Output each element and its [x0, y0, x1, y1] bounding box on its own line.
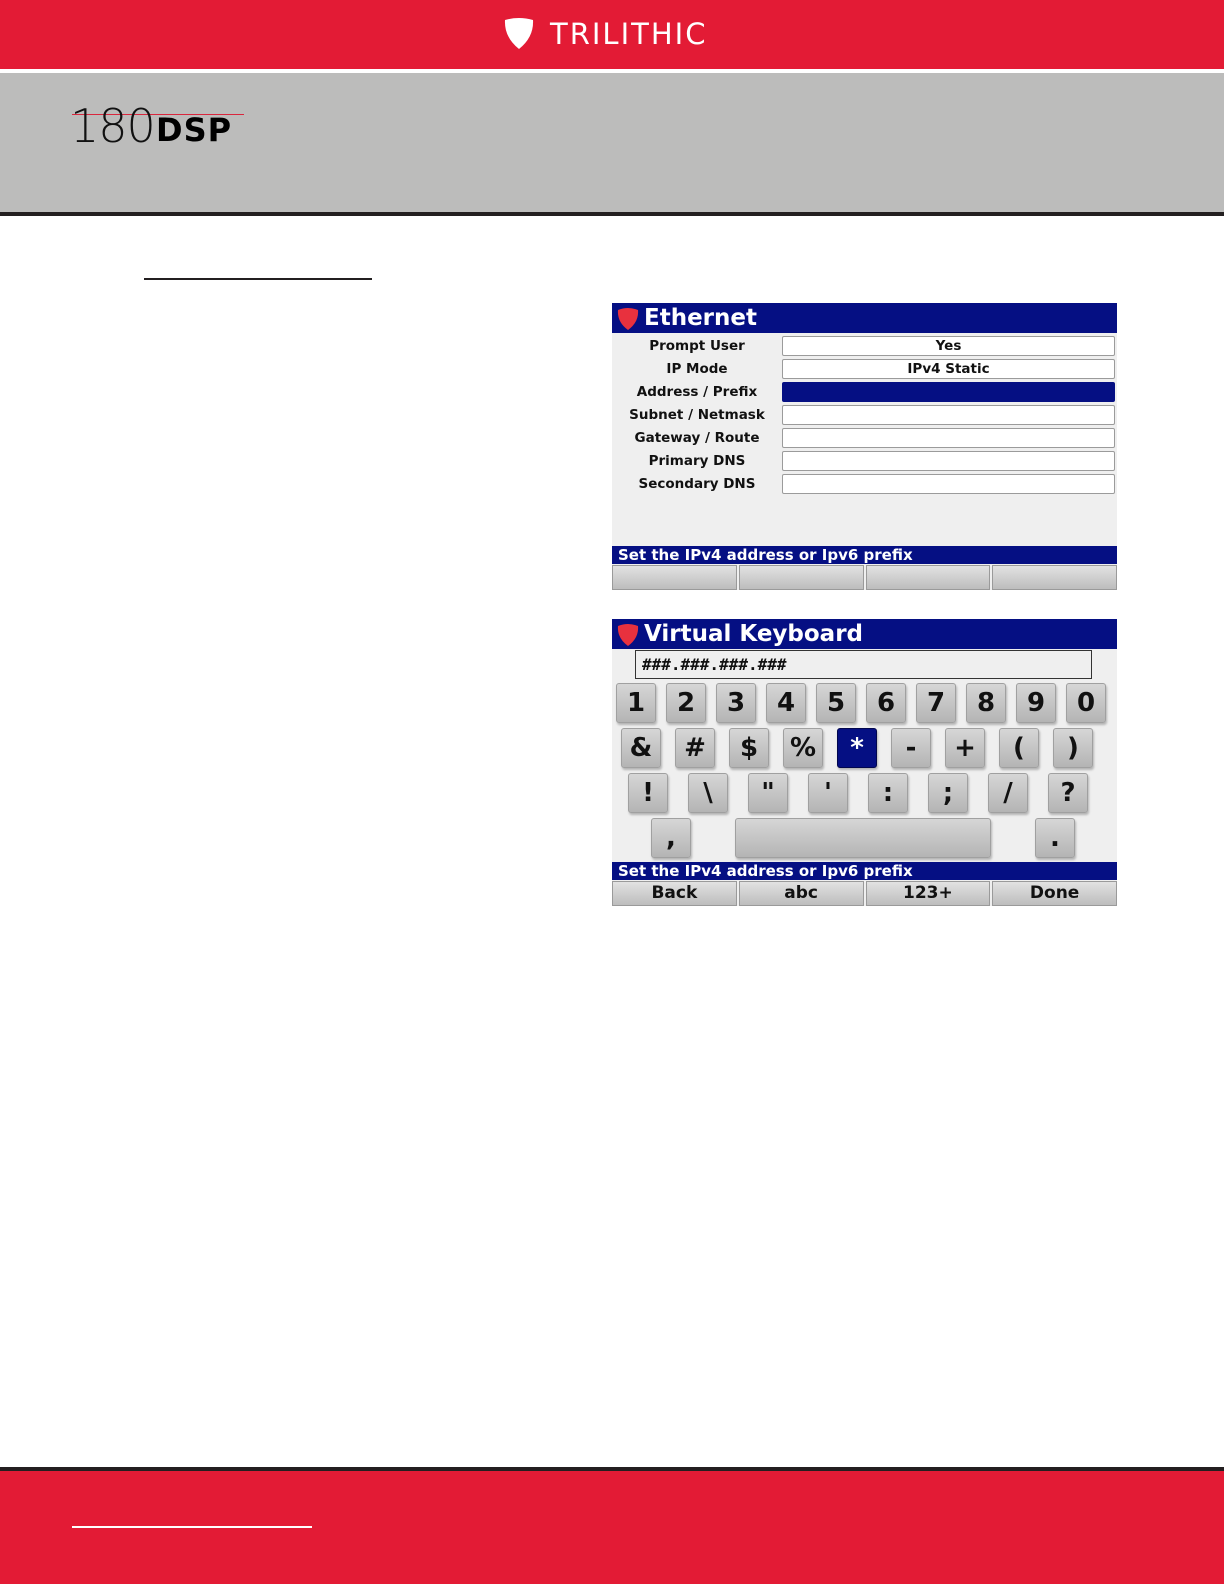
setting-label: Secondary DNS [638, 476, 756, 492]
key-3[interactable]: 3 [716, 683, 756, 723]
brand-wordmark: TRILITHIC [550, 17, 708, 51]
key-2[interactable]: 2 [666, 683, 706, 723]
key-4[interactable]: 4 [766, 683, 806, 723]
setting-row-ip-mode [612, 358, 1117, 380]
status-bar: Set the IPv4 address or Ipv6 prefix [612, 862, 1117, 880]
header-divider [0, 212, 1224, 216]
keyboard-input-field[interactable]: ###.###.###.### [635, 650, 1092, 679]
key-percent[interactable]: % [783, 728, 823, 768]
ethernet-title-bar [612, 303, 1117, 333]
model-number: 180 [70, 99, 155, 153]
key-open-paren[interactable]: ( [999, 728, 1039, 768]
key-hash[interactable]: # [675, 728, 715, 768]
key-double-quote[interactable]: " [748, 773, 788, 813]
prompt-user-field[interactable]: Yes [782, 336, 1115, 356]
numeric-symbols-button[interactable]: 123+ [866, 881, 991, 906]
section-heading-underline [144, 278, 372, 280]
key-asterisk[interactable]: * [837, 728, 877, 768]
key-5[interactable]: 5 [816, 683, 856, 723]
setting-row-primary-dns [612, 450, 1117, 472]
setting-label: IP Mode [666, 361, 728, 377]
key-comma[interactable]: , [651, 818, 691, 858]
key-1[interactable]: 1 [616, 683, 656, 723]
status-bar: Set the IPv4 address or Ipv6 prefix [612, 546, 1117, 564]
key-period[interactable]: . [1035, 818, 1075, 858]
gateway-route-field[interactable] [782, 428, 1115, 448]
softkey-2[interactable] [739, 565, 864, 590]
done-button[interactable]: Done [992, 881, 1117, 906]
secondary-dns-field[interactable] [782, 474, 1115, 494]
screen-title: Ethernet [644, 305, 757, 331]
setting-label: Gateway / Route [634, 430, 760, 446]
setting-row-gateway-route [612, 427, 1117, 449]
key-minus[interactable]: - [891, 728, 931, 768]
keyboard-title-bar [612, 619, 1117, 649]
softkey-3[interactable] [866, 565, 991, 590]
setting-row-secondary-dns [612, 473, 1117, 495]
key-question[interactable]: ? [1048, 773, 1088, 813]
setting-label: Subnet / Netmask [629, 407, 765, 423]
key-semicolon[interactable]: ; [928, 773, 968, 813]
shield-icon [617, 307, 639, 331]
softkey-4[interactable] [992, 565, 1117, 590]
setting-row-prompt-user [612, 335, 1117, 357]
setting-label: Primary DNS [648, 453, 746, 469]
ethernet-screen [612, 303, 1117, 590]
softkey-bar [612, 565, 1117, 590]
subnet-netmask-field[interactable] [782, 405, 1115, 425]
back-button[interactable]: Back [612, 881, 737, 906]
key-backslash[interactable]: \ [688, 773, 728, 813]
key-9[interactable]: 9 [1016, 683, 1056, 723]
key-7[interactable]: 7 [916, 683, 956, 723]
key-slash[interactable]: / [988, 773, 1028, 813]
key-colon[interactable]: : [868, 773, 908, 813]
virtual-keyboard-screen [612, 619, 1117, 906]
abc-button[interactable]: abc [739, 881, 864, 906]
screen-title: Virtual Keyboard [644, 621, 864, 647]
setting-row-address-prefix [612, 381, 1117, 403]
key-dollar[interactable]: $ [729, 728, 769, 768]
key-8[interactable]: 8 [966, 683, 1006, 723]
key-0[interactable]: 0 [1066, 683, 1106, 723]
key-plus[interactable]: + [945, 728, 985, 768]
softkey-bar [612, 881, 1117, 906]
setting-row-subnet-netmask [612, 404, 1117, 426]
trilithic-shield-icon [503, 17, 535, 50]
softkey-1[interactable] [612, 565, 737, 590]
key-ampersand[interactable]: & [621, 728, 661, 768]
key-close-paren[interactable]: ) [1053, 728, 1093, 768]
key-6[interactable]: 6 [866, 683, 906, 723]
key-space[interactable] [735, 818, 991, 858]
ip-mode-field[interactable]: IPv4 Static [782, 359, 1115, 379]
footer-underline [72, 1526, 312, 1528]
key-exclamation[interactable]: ! [628, 773, 668, 813]
setting-label: Address / Prefix [636, 384, 758, 400]
address-prefix-field[interactable] [782, 382, 1115, 402]
setting-label: Prompt User [649, 338, 745, 354]
shield-icon [617, 623, 639, 647]
primary-dns-field[interactable] [782, 451, 1115, 471]
model-suffix: DSP [156, 111, 233, 149]
key-single-quote[interactable]: ' [808, 773, 848, 813]
